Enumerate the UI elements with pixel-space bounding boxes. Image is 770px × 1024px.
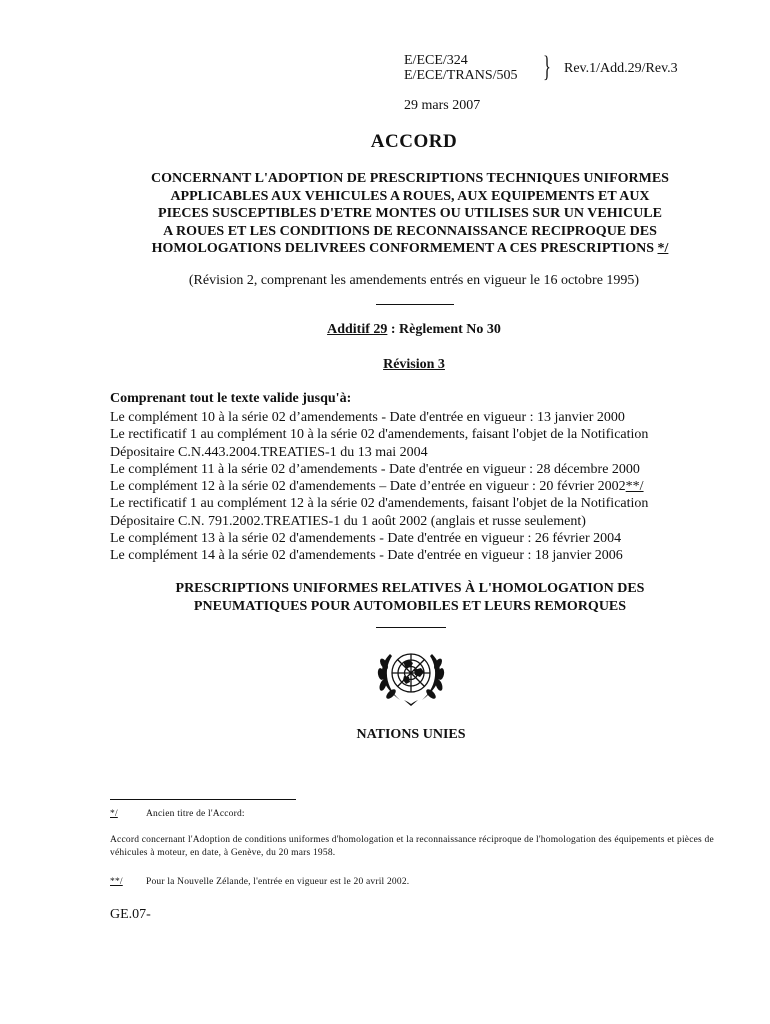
amendments-list — [110, 409, 730, 565]
prescriptions-title-line: PNEUMATIQUES POUR AUTOMOBILES ET LEURS REMORQUES — [193, 598, 627, 614]
list-item-text: Le complément 12 à la série 02 d'amendements – Date d’entrée en vigueur : 20 février 2002 — [110, 479, 626, 495]
organization-name: NATIONS UNIES — [356, 727, 466, 742]
page-title: ACCORD — [370, 131, 458, 152]
subtitle-line: A ROUES ET LES CONDITIONS DE RECONNAISSANCE RECIPROQUE DES — [163, 223, 657, 239]
brace-glyph: } — [543, 50, 551, 83]
list-item: Le rectificatif 1 au complément 10 à la série 02 d'amendements, faisant l'objet de la Notification — [110, 427, 649, 443]
subtitle-line-text: HOMOLOGATIONS DELIVREES CONFORMEMENT A CES PRESCRIPTIONS — [151, 241, 654, 256]
footnote-1-body: Accord concernant l'Adoption de conditions uniformes d'homologation et la reconnaissance réciproque de l'homologation des équipements et pièces de véhicules à moteur, en date, à Genève, du 20 mars 1958. — [110, 835, 714, 858]
footnote-1-label: Ancien titre de l'Accord: — [146, 809, 245, 819]
list-item — [110, 478, 730, 495]
list-item: Le complément 13 à la série 02 d'amendements - Date d'entrée en vigueur : 26 février 2004 — [110, 531, 622, 547]
list-item: Le rectificatif 1 au complément 12 à la série 02 d'amendements, faisant l'objet de la Notification — [110, 496, 649, 512]
document-date: 29 mars 2007 — [404, 98, 481, 113]
revision-note: (Révision 2, comprenant les amendements entrés en vigueur le 16 octobre 1995) — [188, 273, 640, 288]
document-symbol-2: E/ECE/TRANS/505 — [404, 68, 518, 83]
comprenant-heading: Comprenant tout le texte valide jusqu'à: — [110, 391, 352, 406]
subtitle-line — [100, 240, 720, 258]
document-code: GE.07- — [110, 907, 151, 922]
footnote-link-2[interactable]: **/ — [625, 479, 644, 495]
un-emblem-icon — [370, 640, 452, 712]
subtitle-line: APPLICABLES AUX VEHICULES A ROUES, AUX EQUIPEMENTS ET AUX — [170, 188, 650, 204]
additif-rest: : Règlement No 30 — [387, 322, 501, 337]
additif-heading — [0, 322, 770, 338]
list-item: Dépositaire C.N. 791.2002.TREATIES-1 du 1 août 2002 (anglais et russe seulement) — [110, 513, 586, 529]
list-item: Dépositaire C.N.443.2004.TREATIES-1 du 13 mai 2004 — [110, 444, 428, 460]
divider — [376, 627, 446, 628]
prescriptions-title — [100, 580, 720, 615]
agreement-subtitle — [100, 170, 720, 258]
footnote-separator — [110, 799, 296, 800]
subtitle-line: CONCERNANT L'ADOPTION DE PRESCRIPTIONS TECHNIQUES UNIFORMES — [151, 171, 669, 186]
list-item: Le complément 10 à la série 02 d’amendements - Date d'entrée en vigueur : 13 janvier 2000 — [110, 410, 625, 425]
divider — [376, 304, 454, 305]
footnote-marker-2: **/ — [110, 877, 123, 887]
footnote-link-1[interactable]: */ — [657, 241, 669, 256]
revision-heading-text: Révision 3 — [383, 357, 445, 372]
list-item: Le complément 14 à la série 02 d'amendements - Date d'entrée en vigueur : 18 janvier 2006 — [110, 548, 623, 564]
document-symbol-1: E/ECE/324 — [404, 53, 468, 68]
revision-reference: Rev.1/Add.29/Rev.3 — [564, 61, 678, 76]
footnote-marker-1: */ — [110, 809, 118, 819]
additif-label: Additif 29 — [327, 322, 388, 337]
prescriptions-title-line: PRESCRIPTIONS UNIFORMES RELATIVES À L'HOMOLOGATION DES — [175, 581, 645, 596]
footnote-2-text: Pour la Nouvelle Zélande, l'entrée en vigueur est le 20 avril 2002. — [146, 877, 410, 887]
subtitle-line: PIECES SUSCEPTIBLES D'ETRE MONTES OU UTILISES SUR UN VEHICULE — [158, 206, 662, 221]
list-item: Le complément 11 à la série 02 d’amendements - Date d'entrée en vigueur : 28 décembre 2000 — [110, 461, 640, 477]
revision-heading — [0, 357, 770, 373]
document-symbols — [404, 53, 518, 83]
